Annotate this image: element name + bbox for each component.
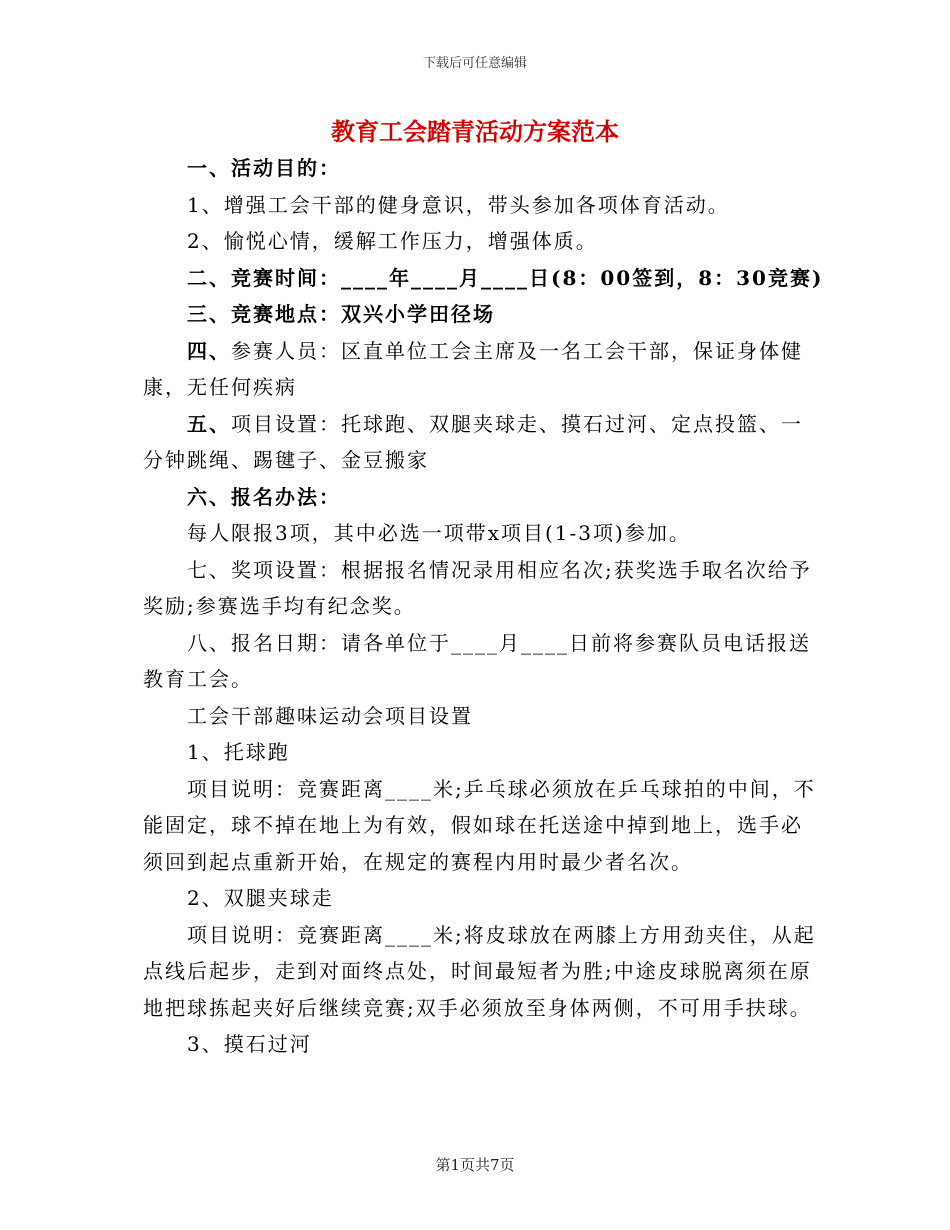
paragraph-line: [143, 661, 808, 698]
line-text: 一、活动目的：: [187, 156, 341, 180]
line-text: 地把球拣起夹好后继续竞赛;双手必须放至身体两侧，不可用手扶球。: [143, 995, 812, 1020]
line-text: 参赛人员：区直单位工会主席及一名工会干部，保证身体健: [231, 338, 803, 363]
paragraph-line: [143, 369, 808, 406]
line-text: 1、增强工会干部的健身意识，带头参加各项体育活动。: [187, 192, 730, 217]
paragraph-line: [143, 880, 808, 917]
paragraph-line: [143, 807, 808, 844]
section-label: 四、: [187, 338, 231, 363]
paragraph-line: [143, 990, 812, 1027]
line-text: 八、报名日期：请各单位于____月____日前将参赛队员电话报送: [187, 630, 811, 655]
header-note: 下载后可任意编辑: [422, 56, 527, 71]
line-text: 2、愉悦心情，缓解工作压力，增强体质。: [187, 229, 598, 253]
line-text: 项目说明：竞赛距离____米;乒乓球必须放在乒乓球拍的中间，不: [187, 776, 816, 801]
paragraph-line: [143, 150, 808, 187]
line-text: 项目设置：托球跑、双腿夹球走、摸石过河、定点投篮、一: [231, 411, 803, 436]
paragraph-line: [143, 479, 808, 516]
line-text: 三、竞赛地点：双兴小学田径场: [187, 302, 495, 326]
paragraph-line: [143, 698, 808, 735]
paragraph-line: [143, 296, 808, 333]
paragraph-line: [143, 588, 808, 625]
line-text: 七、奖项设置：根据报名情况录用相应名次;获奖选手取名次给予: [187, 557, 812, 582]
line-text: 分钟跳绳、踢毽子、金豆搬家: [143, 448, 429, 472]
line-text: 须回到起点重新开始，在规定的赛程内用时最少者名次。: [143, 849, 693, 874]
line-text: 每人限报3项，其中必选一项带x项目(1-3项)参加。: [187, 521, 691, 545]
paragraph-line: [143, 844, 808, 881]
section-label: 五、: [187, 411, 231, 436]
paragraph-line: [143, 734, 808, 771]
paragraph-line: [143, 406, 808, 443]
paragraph-line: [143, 187, 808, 224]
line-text: 二、竞赛时间：____年____月____日(8：00签到，8：30竞赛): [187, 265, 824, 290]
line-text: 点线后起步，走到对面终点处，时间最短者为胜;中途皮球脱离须在原: [143, 959, 812, 983]
paragraph-line: [143, 515, 808, 552]
line-text: 六、报名办法：: [187, 484, 341, 509]
line-text: 3、摸石过河: [187, 1032, 312, 1056]
paragraph-line: [143, 552, 812, 589]
line-text: 能固定，球不掉在地上为有效，假如球在托送途中掉到地上，选手必: [143, 813, 803, 837]
paragraph-line: [143, 442, 808, 479]
line-text: 康，无任何疾病: [143, 375, 297, 399]
document-body: [143, 150, 824, 1063]
line-text: 教育工会。: [143, 667, 253, 691]
paragraph-line: [143, 333, 808, 370]
line-text: 工会干部趣味运动会项目设置: [187, 703, 473, 728]
paragraph-line: [143, 1026, 808, 1063]
line-text: 2、双腿夹球走: [187, 886, 334, 910]
line-text: 奖励;参赛选手均有纪念奖。: [143, 594, 416, 618]
paragraph-line: [143, 917, 816, 954]
page-footer: 第1页共7页: [435, 1156, 515, 1174]
document-title: 教育工会踏青活动方案范本: [331, 117, 619, 146]
paragraph-line: [143, 260, 824, 297]
line-text: 项目说明：竞赛距离____米;将皮球放在两膝上方用劲夹住，从起: [187, 922, 816, 947]
line-text: 1、托球跑: [187, 740, 290, 764]
paragraph-line: [143, 953, 812, 990]
paragraph-line: [143, 625, 811, 662]
paragraph-line: [143, 771, 816, 808]
paragraph-line: [143, 223, 808, 260]
